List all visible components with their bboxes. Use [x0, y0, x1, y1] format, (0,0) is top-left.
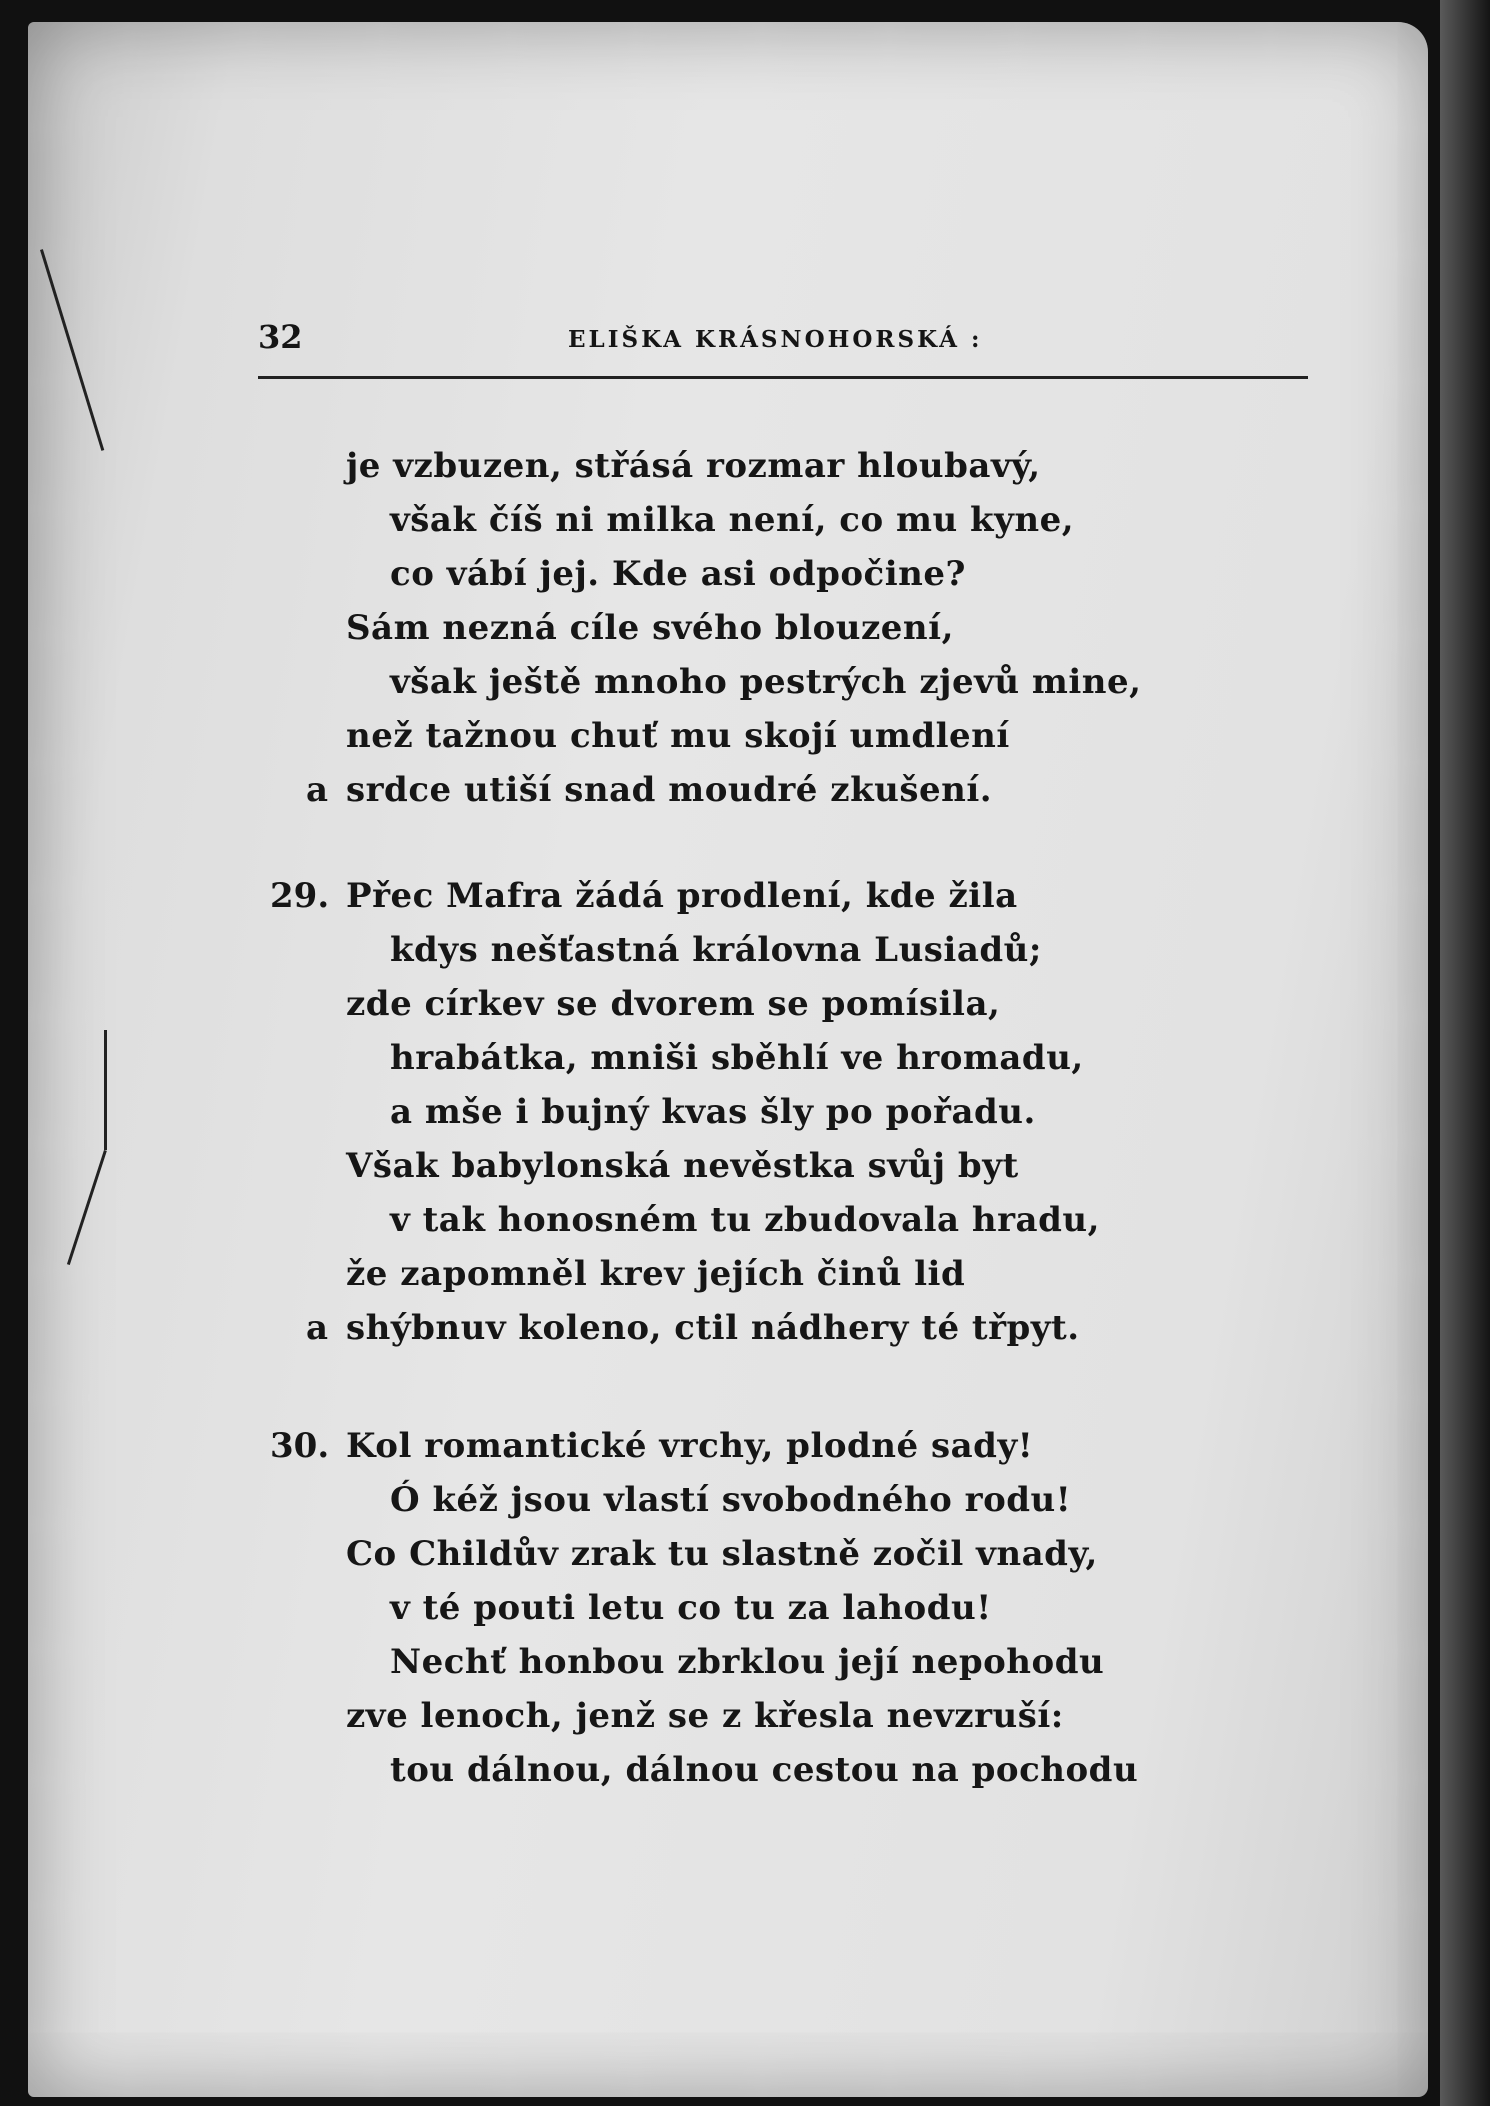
verse-line: je vzbuzen, střásá rozmar hloubavý, [346, 446, 1041, 486]
running-head [258, 318, 1308, 368]
verse-line: Ó kéž jsou vlastí svobodného rodu! [390, 1480, 1072, 1520]
verse-line: co vábí jej. Kde asi odpočine? [390, 554, 966, 594]
verse-line: než tažnou chuť mu skojí umdlení [346, 716, 1010, 756]
line-prefix: a [306, 770, 329, 810]
verse-line: shýbnuv koleno, ctil nádhery té třpyt. [346, 1308, 1080, 1348]
stanza-number: 29. [270, 876, 330, 916]
verse-line: zve lenoch, jenž se z křesla nevzruší: [346, 1696, 1064, 1736]
verse-line: zde církev se dvorem se pomísila, [346, 984, 1001, 1024]
verse-line: však číš ni milka není, co mu kyne, [390, 500, 1075, 540]
verse-line: však ještě mnoho pestrých zjevů mine, [390, 662, 1142, 702]
stanza-number: 30. [270, 1426, 330, 1466]
header-rule [258, 376, 1308, 379]
running-head-title: ELIŠKA KRÁSNOHORSKÁ : [568, 326, 983, 353]
page-edge-shadow [1440, 0, 1490, 2106]
verse-line: Však babylonská nevěstka svůj byt [346, 1146, 1019, 1186]
verse-line: tou dálnou, dálnou cestou na pochodu [390, 1750, 1139, 1790]
verse-line: hrabátka, mniši sběhlí ve hromadu, [390, 1038, 1084, 1078]
verse-line: Nechť honbou zbrklou její nepohodu [390, 1642, 1105, 1682]
verse-line: Co Childův zrak tu slastně zočil vnady, [346, 1534, 1098, 1574]
verse-line: a mše i bujný kvas šly po pořadu. [390, 1092, 1036, 1132]
verse-line: Sám nezná cíle svého blouzení, [346, 608, 954, 648]
verse-line: Přec Mafra žádá prodlení, kde žila [346, 876, 1018, 916]
line-prefix: a [306, 1308, 329, 1348]
verse-line: Kol romantické vrchy, plodné sady! [346, 1426, 1034, 1466]
margin-pencil-mark [104, 1030, 107, 1150]
page-number: 32 [258, 318, 303, 356]
verse-line: kdys nešťastná královna Lusiadů; [390, 930, 1042, 970]
verse-line: srdce utiší snad moudré zkušení. [346, 770, 993, 810]
verse-line: že zapomněl krev jejích činů lid [346, 1254, 966, 1294]
verse-line: v té pouti letu co tu za lahodu! [390, 1588, 992, 1628]
verse-line: v tak honosném tu zbudovala hradu, [390, 1200, 1100, 1240]
